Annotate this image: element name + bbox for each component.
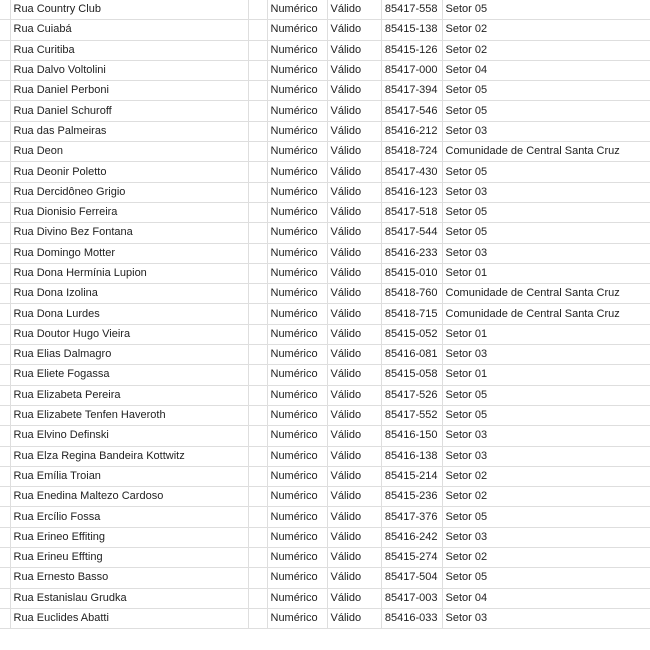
- empty-cell[interactable]: [248, 162, 267, 182]
- table-row: [0, 0, 650, 20]
- row-margin-cell[interactable]: [0, 263, 10, 283]
- cep-cell[interactable]: 85418-715: [381, 304, 442, 324]
- row-margin-cell[interactable]: [0, 588, 10, 608]
- type-cell[interactable]: Numérico: [267, 202, 327, 222]
- cep-cell[interactable]: 85415-010: [381, 263, 442, 283]
- table-row: [0, 345, 650, 365]
- cep-cell[interactable]: 85417-558: [381, 0, 442, 20]
- row-margin-cell[interactable]: [0, 365, 10, 385]
- row-margin-cell[interactable]: [0, 162, 10, 182]
- sector-cell[interactable]: Setor 05: [442, 81, 650, 101]
- sector-cell[interactable]: Setor 05: [442, 162, 650, 182]
- street-cell[interactable]: Rua Estanislau Grudka: [10, 588, 248, 608]
- type-cell[interactable]: Numérico: [267, 405, 327, 425]
- sector-cell[interactable]: Setor 02: [442, 466, 650, 486]
- sector-cell[interactable]: Setor 03: [442, 345, 650, 365]
- street-cell[interactable]: Rua Elvino Definski: [10, 426, 248, 446]
- status-cell[interactable]: Válido: [327, 40, 381, 60]
- cep-cell[interactable]: 85417-003: [381, 588, 442, 608]
- type-cell[interactable]: Numérico: [267, 142, 327, 162]
- empty-cell[interactable]: [248, 405, 267, 425]
- type-cell[interactable]: Numérico: [267, 507, 327, 527]
- cep-cell[interactable]: 85415-274: [381, 548, 442, 568]
- street-cell[interactable]: Rua Dalvo Voltolini: [10, 60, 248, 80]
- sector-cell[interactable]: Setor 04: [442, 60, 650, 80]
- status-cell[interactable]: Válido: [327, 20, 381, 40]
- status-cell[interactable]: Válido: [327, 507, 381, 527]
- empty-cell[interactable]: [248, 40, 267, 60]
- sector-cell[interactable]: Setor 03: [442, 121, 650, 141]
- type-cell[interactable]: Numérico: [267, 466, 327, 486]
- table-row: [0, 568, 650, 588]
- street-cell[interactable]: Rua Euclides Abatti: [10, 608, 248, 628]
- street-cell[interactable]: Rua Country Club: [10, 0, 248, 20]
- status-cell[interactable]: Válido: [327, 527, 381, 547]
- empty-cell[interactable]: [248, 243, 267, 263]
- type-cell[interactable]: Numérico: [267, 20, 327, 40]
- sector-cell[interactable]: Setor 01: [442, 324, 650, 344]
- sector-cell[interactable]: Setor 05: [442, 385, 650, 405]
- type-cell[interactable]: Numérico: [267, 365, 327, 385]
- status-cell[interactable]: Válido: [327, 202, 381, 222]
- street-cell[interactable]: Rua Ercílio Fossa: [10, 507, 248, 527]
- status-cell[interactable]: Válido: [327, 284, 381, 304]
- empty-cell[interactable]: [248, 182, 267, 202]
- sector-cell[interactable]: Setor 02: [442, 40, 650, 60]
- status-cell[interactable]: Válido: [327, 60, 381, 80]
- type-cell[interactable]: Numérico: [267, 81, 327, 101]
- street-cell[interactable]: Rua Dercidôneo Grigio: [10, 182, 248, 202]
- empty-cell[interactable]: [248, 446, 267, 466]
- empty-cell[interactable]: [248, 20, 267, 40]
- type-cell[interactable]: Numérico: [267, 0, 327, 20]
- cep-cell[interactable]: 85415-236: [381, 487, 442, 507]
- empty-cell[interactable]: [248, 345, 267, 365]
- empty-cell[interactable]: [248, 284, 267, 304]
- status-cell[interactable]: Válido: [327, 446, 381, 466]
- cep-cell[interactable]: 85415-058: [381, 365, 442, 385]
- row-margin-cell[interactable]: [0, 548, 10, 568]
- sector-cell[interactable]: Setor 05: [442, 0, 650, 20]
- empty-cell[interactable]: [248, 101, 267, 121]
- table-row: [0, 548, 650, 568]
- table-row: [0, 284, 650, 304]
- row-margin-cell[interactable]: [0, 487, 10, 507]
- cep-cell[interactable]: 85415-138: [381, 20, 442, 40]
- empty-cell[interactable]: [248, 588, 267, 608]
- table-row: [0, 121, 650, 141]
- status-cell[interactable]: Válido: [327, 426, 381, 446]
- status-cell[interactable]: Válido: [327, 304, 381, 324]
- cep-cell[interactable]: 85417-376: [381, 507, 442, 527]
- table-row: [0, 385, 650, 405]
- cep-cell[interactable]: 85418-724: [381, 142, 442, 162]
- empty-cell[interactable]: [248, 608, 267, 628]
- sector-cell[interactable]: Setor 02: [442, 487, 650, 507]
- row-margin-cell[interactable]: [0, 142, 10, 162]
- empty-cell[interactable]: [248, 60, 267, 80]
- table-row: [0, 304, 650, 324]
- row-margin-cell[interactable]: [0, 608, 10, 628]
- sector-cell[interactable]: Setor 03: [442, 446, 650, 466]
- street-cell[interactable]: Rua Emília Troian: [10, 466, 248, 486]
- cep-cell[interactable]: 85416-233: [381, 243, 442, 263]
- status-cell[interactable]: Válido: [327, 345, 381, 365]
- row-margin-cell[interactable]: [0, 81, 10, 101]
- status-cell[interactable]: Válido: [327, 223, 381, 243]
- cep-cell[interactable]: 85417-430: [381, 162, 442, 182]
- empty-cell[interactable]: [248, 223, 267, 243]
- street-cell[interactable]: Rua Enedina Maltezo Cardoso: [10, 487, 248, 507]
- street-cell[interactable]: Rua Curitiba: [10, 40, 248, 60]
- empty-cell[interactable]: [248, 202, 267, 222]
- table-row: [0, 324, 650, 344]
- sector-cell[interactable]: Comunidade de Central Santa Cruz: [442, 142, 650, 162]
- sector-cell[interactable]: Setor 02: [442, 548, 650, 568]
- row-margin-cell[interactable]: [0, 527, 10, 547]
- street-cell[interactable]: Rua Eliete Fogassa: [10, 365, 248, 385]
- type-cell[interactable]: Numérico: [267, 121, 327, 141]
- type-cell[interactable]: Numérico: [267, 548, 327, 568]
- cep-cell[interactable]: 85415-126: [381, 40, 442, 60]
- type-cell[interactable]: Numérico: [267, 487, 327, 507]
- cep-cell[interactable]: 85417-000: [381, 60, 442, 80]
- table-row: [0, 60, 650, 80]
- sector-cell[interactable]: Setor 01: [442, 365, 650, 385]
- type-cell[interactable]: Numérico: [267, 223, 327, 243]
- cep-cell[interactable]: 85416-150: [381, 426, 442, 446]
- row-margin-cell[interactable]: [0, 385, 10, 405]
- street-cell[interactable]: Rua Dionisio Ferreira: [10, 202, 248, 222]
- type-cell[interactable]: Numérico: [267, 162, 327, 182]
- type-cell[interactable]: Numérico: [267, 182, 327, 202]
- status-cell[interactable]: Válido: [327, 182, 381, 202]
- empty-cell[interactable]: [248, 568, 267, 588]
- cep-cell[interactable]: 85416-033: [381, 608, 442, 628]
- status-cell[interactable]: Válido: [327, 81, 381, 101]
- empty-cell[interactable]: [248, 385, 267, 405]
- table-row: [0, 142, 650, 162]
- cep-cell[interactable]: 85416-138: [381, 446, 442, 466]
- row-margin-cell[interactable]: [0, 304, 10, 324]
- row-margin-cell[interactable]: [0, 0, 10, 20]
- sector-cell[interactable]: Setor 02: [442, 20, 650, 40]
- table-row: [0, 426, 650, 446]
- cep-cell[interactable]: 85417-544: [381, 223, 442, 243]
- row-margin-cell[interactable]: [0, 568, 10, 588]
- row-margin-cell[interactable]: [0, 60, 10, 80]
- type-cell[interactable]: Numérico: [267, 284, 327, 304]
- row-margin-cell[interactable]: [0, 284, 10, 304]
- status-cell[interactable]: Válido: [327, 162, 381, 182]
- table-row: [0, 40, 650, 60]
- status-cell[interactable]: Válido: [327, 487, 381, 507]
- row-margin-cell[interactable]: [0, 101, 10, 121]
- empty-cell[interactable]: [248, 507, 267, 527]
- status-cell[interactable]: Válido: [327, 466, 381, 486]
- street-cell[interactable]: Rua Dona Hermínia Lupion: [10, 263, 248, 283]
- status-cell[interactable]: Válido: [327, 365, 381, 385]
- status-cell[interactable]: Válido: [327, 263, 381, 283]
- table-row: [0, 527, 650, 547]
- status-cell[interactable]: Válido: [327, 588, 381, 608]
- street-cell[interactable]: Rua Divino Bez Fontana: [10, 223, 248, 243]
- street-cell[interactable]: Rua Daniel Schuroff: [10, 101, 248, 121]
- street-cell[interactable]: Rua Erineo Effiting: [10, 527, 248, 547]
- cep-cell[interactable]: 85415-052: [381, 324, 442, 344]
- status-cell[interactable]: Válido: [327, 385, 381, 405]
- street-cell[interactable]: Rua Elza Regina Bandeira Kottwitz: [10, 446, 248, 466]
- table-row: [0, 466, 650, 486]
- empty-cell[interactable]: [248, 0, 267, 20]
- type-cell[interactable]: Numérico: [267, 324, 327, 344]
- street-cell[interactable]: Rua Cuiabá: [10, 20, 248, 40]
- table-row: [0, 405, 650, 425]
- type-cell[interactable]: Numérico: [267, 608, 327, 628]
- row-margin-cell[interactable]: [0, 466, 10, 486]
- street-cell[interactable]: Rua Dona Izolina: [10, 284, 248, 304]
- type-cell[interactable]: Numérico: [267, 527, 327, 547]
- empty-cell[interactable]: [248, 365, 267, 385]
- row-margin-cell[interactable]: [0, 345, 10, 365]
- status-cell[interactable]: Válido: [327, 608, 381, 628]
- type-cell[interactable]: Numérico: [267, 304, 327, 324]
- row-margin-cell[interactable]: [0, 507, 10, 527]
- sector-cell[interactable]: Setor 01: [442, 263, 650, 283]
- status-cell[interactable]: Válido: [327, 243, 381, 263]
- row-margin-cell[interactable]: [0, 324, 10, 344]
- type-cell[interactable]: Numérico: [267, 446, 327, 466]
- row-margin-cell[interactable]: [0, 20, 10, 40]
- type-cell[interactable]: Numérico: [267, 101, 327, 121]
- row-margin-cell[interactable]: [0, 121, 10, 141]
- sector-cell[interactable]: Setor 05: [442, 101, 650, 121]
- sector-cell[interactable]: Comunidade de Central Santa Cruz: [442, 304, 650, 324]
- sector-cell[interactable]: Setor 03: [442, 527, 650, 547]
- status-cell[interactable]: Válido: [327, 568, 381, 588]
- row-margin-cell[interactable]: [0, 202, 10, 222]
- cep-cell[interactable]: 85417-394: [381, 81, 442, 101]
- cep-cell[interactable]: 85416-123: [381, 182, 442, 202]
- type-cell[interactable]: Numérico: [267, 568, 327, 588]
- cep-cell[interactable]: 85417-504: [381, 568, 442, 588]
- type-cell[interactable]: Numérico: [267, 60, 327, 80]
- table-row: [0, 608, 650, 628]
- sector-cell[interactable]: Setor 05: [442, 202, 650, 222]
- cep-cell[interactable]: 85416-212: [381, 121, 442, 141]
- street-cell[interactable]: Rua Deonir Poletto: [10, 162, 248, 182]
- cep-cell[interactable]: 85418-760: [381, 284, 442, 304]
- empty-cell[interactable]: [248, 466, 267, 486]
- table-row: [0, 446, 650, 466]
- cep-cell[interactable]: 85415-214: [381, 466, 442, 486]
- row-margin-cell[interactable]: [0, 426, 10, 446]
- table-row: [0, 202, 650, 222]
- table-row: [0, 487, 650, 507]
- sector-cell[interactable]: Setor 04: [442, 588, 650, 608]
- empty-cell[interactable]: [248, 426, 267, 446]
- table-row: [0, 162, 650, 182]
- table-row: [0, 365, 650, 385]
- row-margin-cell[interactable]: [0, 40, 10, 60]
- sector-cell[interactable]: Setor 05: [442, 507, 650, 527]
- empty-cell[interactable]: [248, 263, 267, 283]
- type-cell[interactable]: Numérico: [267, 385, 327, 405]
- sector-cell[interactable]: Setor 03: [442, 182, 650, 202]
- table-row: [0, 20, 650, 40]
- status-cell[interactable]: Válido: [327, 142, 381, 162]
- table-row: [0, 243, 650, 263]
- street-cell[interactable]: Rua Dona Lurdes: [10, 304, 248, 324]
- street-cell[interactable]: Rua Elizabeta Pereira: [10, 385, 248, 405]
- empty-cell[interactable]: [248, 487, 267, 507]
- row-margin-cell[interactable]: [0, 223, 10, 243]
- status-cell[interactable]: Válido: [327, 548, 381, 568]
- row-margin-cell[interactable]: [0, 446, 10, 466]
- table-row: [0, 588, 650, 608]
- table-row: [0, 182, 650, 202]
- type-cell[interactable]: Numérico: [267, 588, 327, 608]
- street-cell[interactable]: Rua Daniel Perboni: [10, 81, 248, 101]
- status-cell[interactable]: Válido: [327, 0, 381, 20]
- type-cell[interactable]: Numérico: [267, 40, 327, 60]
- sector-cell[interactable]: Setor 03: [442, 243, 650, 263]
- sector-cell[interactable]: Comunidade de Central Santa Cruz: [442, 284, 650, 304]
- street-cell[interactable]: Rua Elias Dalmagro: [10, 345, 248, 365]
- cep-cell[interactable]: 85417-526: [381, 385, 442, 405]
- street-cell[interactable]: Rua Elizabete Tenfen Haveroth: [10, 405, 248, 425]
- row-margin-cell[interactable]: [0, 182, 10, 202]
- sector-cell[interactable]: Setor 05: [442, 223, 650, 243]
- status-cell[interactable]: Válido: [327, 121, 381, 141]
- street-cell[interactable]: Rua Doutor Hugo Vieira: [10, 324, 248, 344]
- status-cell[interactable]: Válido: [327, 405, 381, 425]
- type-cell[interactable]: Numérico: [267, 243, 327, 263]
- sector-cell[interactable]: Setor 03: [442, 426, 650, 446]
- cep-cell[interactable]: 85417-552: [381, 405, 442, 425]
- sector-cell[interactable]: Setor 03: [442, 608, 650, 628]
- type-cell[interactable]: Numérico: [267, 345, 327, 365]
- empty-cell[interactable]: [248, 324, 267, 344]
- type-cell[interactable]: Numérico: [267, 263, 327, 283]
- table-row: [0, 263, 650, 283]
- type-cell[interactable]: Numérico: [267, 426, 327, 446]
- status-cell[interactable]: Válido: [327, 324, 381, 344]
- cep-cell[interactable]: 85416-242: [381, 527, 442, 547]
- table-row: [0, 101, 650, 121]
- street-cell[interactable]: Rua das Palmeiras: [10, 121, 248, 141]
- empty-cell[interactable]: [248, 304, 267, 324]
- cep-cell[interactable]: 85417-546: [381, 101, 442, 121]
- empty-cell[interactable]: [248, 527, 267, 547]
- table-row: [0, 507, 650, 527]
- street-cell[interactable]: Rua Domingo Motter: [10, 243, 248, 263]
- empty-cell[interactable]: [248, 142, 267, 162]
- empty-cell[interactable]: [248, 548, 267, 568]
- street-cell[interactable]: Rua Erineu Effting: [10, 548, 248, 568]
- table-row: [0, 81, 650, 101]
- empty-cell[interactable]: [248, 81, 267, 101]
- row-margin-cell[interactable]: [0, 243, 10, 263]
- sector-cell[interactable]: Setor 05: [442, 568, 650, 588]
- street-cell[interactable]: Rua Ernesto Basso: [10, 568, 248, 588]
- street-cell[interactable]: Rua Deon: [10, 142, 248, 162]
- empty-cell[interactable]: [248, 121, 267, 141]
- status-cell[interactable]: Válido: [327, 101, 381, 121]
- sector-cell[interactable]: Setor 05: [442, 405, 650, 425]
- row-margin-cell[interactable]: [0, 405, 10, 425]
- cep-cell[interactable]: 85416-081: [381, 345, 442, 365]
- table-row: [0, 223, 650, 243]
- cep-cell[interactable]: 85417-518: [381, 202, 442, 222]
